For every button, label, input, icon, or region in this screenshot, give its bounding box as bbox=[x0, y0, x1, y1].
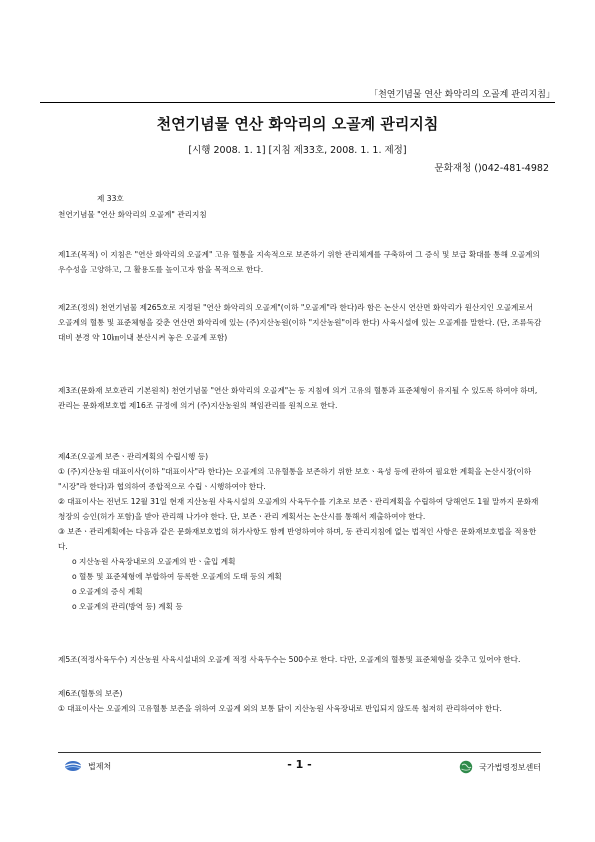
article-6-title: 제6조(혈통의 보존) bbox=[58, 689, 123, 698]
document-title: 천연기념물 연산 화악리의 오골계 관리지침 bbox=[156, 115, 439, 133]
running-header: 「천연기념물 연산 화악리의 오골계 관리지침」 bbox=[40, 87, 555, 103]
article-4-items bbox=[58, 554, 542, 614]
footer-divider bbox=[58, 752, 541, 753]
list-item: o 혈통 및 표준체형에 부합하여 등록한 오골계의 도태 등의 계획 bbox=[72, 572, 282, 581]
guideline-number: 제 33호 bbox=[97, 194, 124, 203]
article-6 bbox=[58, 686, 542, 716]
globe-icon bbox=[459, 760, 473, 774]
list-item: o 지산농원 사육장내로의 오골계의 반ㆍ출입 계획 bbox=[72, 557, 236, 566]
article-3 bbox=[58, 383, 542, 413]
article-4-title: 제4조(오골계 보존ㆍ관리계획의 수립시행 등) bbox=[58, 452, 209, 461]
article-5 bbox=[58, 652, 542, 667]
page-number: - 1 - bbox=[287, 758, 312, 771]
law-info-center-logo bbox=[459, 760, 541, 774]
article-4-para-1: ① (주)지산농원 대표이사(이하 "대표이사"라 한다)는 오골계의 고유혈통을 보존하기 위한 보호ㆍ육성 등에 관하여 필요한 계획을 논산시장(이하 "시장"라 한다)과 협의하여 종합적으로 수립ㆍ시행하여야 한다. bbox=[58, 467, 532, 491]
page-footer bbox=[58, 758, 541, 776]
guideline-name: 천연기념물 "연산 화악리의 오골계" 관리지침 bbox=[58, 210, 207, 219]
list-item: o 오골계의 관리(방역 등) 계획 등 bbox=[72, 602, 183, 611]
article-2-text: 제2조(정의) 천연기념물 제265호로 지정된 "연산 화악리의 오골계"(이하 "오골계"라 한다)라 함은 논산시 연산면 화악리가 원산지인 오골계로서 오골계의 혈통 및 표준체형을 갖춘 연산면 화악리에 있는 (주)지산농원(이하 "지산농원"이라 한다) 사육시설에 있는 오골계를 말한다. (단, 조류독감 대비 분경 약 10㎞이내 분산시켜 놓은 오골계 포함) bbox=[58, 303, 542, 342]
article-5-text: 제5조(적정사육두수) 지산농원 사육시설내의 오골계 적정 사육두수는 500수로 한다. 다만, 오골계의 혈통및 표준체형을 갖추고 있어야 한다. bbox=[58, 655, 521, 664]
article-4 bbox=[58, 449, 542, 614]
footer-left-label: 법제처 bbox=[88, 761, 112, 771]
list-item: o 오골계의 증식 계획 bbox=[72, 587, 143, 596]
article-2 bbox=[58, 300, 542, 345]
article-6-para-1: ① 대표이사는 오골계의 고유혈통 보존을 위하여 오골계 외의 보통 닭이 지산농원 사육장내로 반입되지 않도록 철저히 관리하여야 한다. bbox=[58, 704, 502, 713]
enforcement-info: [시행 2008. 1. 1] [지침 제33호, 2008. 1. 1. 제정] bbox=[188, 145, 407, 156]
article-3-text: 제3조(문화재 보호관리 기본원칙) 천연기념물 "연산 화악리의 오골계"는 동 지침에 의거 고유의 혈통과 표준체형이 유지될 수 있도록 하여야 하며, 관리는 문화재보호법 제16조 규정에 의거 (주)지산농원의 책임관리를 원칙으로 한다. bbox=[58, 386, 538, 410]
article-1 bbox=[58, 247, 542, 277]
article-4-para-2: ② 대표이사는 전년도 12월 31일 현재 지산농원 사육시설의 오골계의 사육두수를 기초로 보존ㆍ관리계획을 수립하여 당해연도 1월 말까지 문화재청장의 승인(허가 포함)을 받아 관리해 나가야 한다. 단, 보존ㆍ관리 계획서는 논산시를 통해서 제출하여야 한다. bbox=[58, 497, 539, 521]
footer-right-label: 국가법령정보센터 bbox=[479, 762, 541, 772]
article-1-text: 제1조(목적) 이 지침은 "연산 화악리의 오골계" 고유 혈통을 지속적으로 보존하기 위한 관리체계를 구축하여 그 증식 및 보급 확대를 통해 오골계의 우수성을 고양하고, 그 활용도를 높이고자 함을 목적으로 한다. bbox=[58, 250, 540, 274]
article-4-para-3: ③ 보존ㆍ관리계획에는 다음과 같은 문화재보호법의 허가사항도 함께 반영하여야 하며, 동 관리지침에 없는 법적인 사항은 문화재보호법을 적용한다. bbox=[58, 527, 537, 551]
department-contact: 문화재청 ()042-481-4982 bbox=[434, 163, 549, 174]
